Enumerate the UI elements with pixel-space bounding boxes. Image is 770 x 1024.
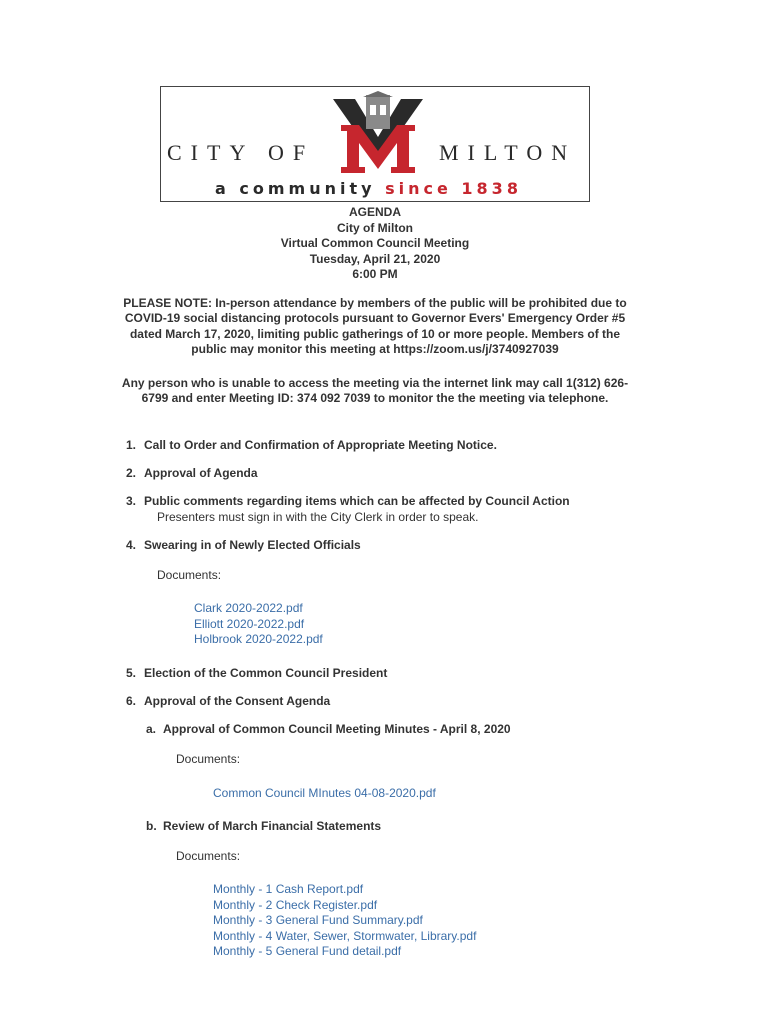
- agenda-item-3: [126, 494, 570, 508]
- document-link[interactable]: Elliott 2020-2022.pdf: [194, 617, 305, 631]
- documents-label: Documents:: [176, 849, 241, 863]
- agenda-item-2: [126, 466, 258, 480]
- document-link[interactable]: Monthly - 4 Water, Sewer, Stormwater, Library.pdf: [213, 929, 477, 943]
- agenda-subitem-6a: [146, 722, 511, 736]
- covid-notice-line: public may monitor this meeting at https://zoom.us/j/3740927039: [191, 342, 559, 357]
- document-link[interactable]: Clark 2020-2022.pdf: [194, 601, 303, 615]
- logo-milton-text: MILTON: [439, 140, 577, 165]
- logo-tagline-since: since 1838: [385, 179, 522, 198]
- phone-access-notice: [100, 376, 650, 407]
- document-link[interactable]: Monthly - 5 General Fund detail.pdf: [213, 944, 402, 958]
- agenda-header: [0, 205, 750, 283]
- milton-m-emblem-icon: [333, 91, 423, 175]
- document-link[interactable]: Monthly - 1 Cash Report.pdf: [213, 882, 364, 896]
- item-number: 5.: [126, 666, 137, 680]
- item-title: Public comments regarding items which can be affected by Council Action: [144, 494, 570, 508]
- agenda-time: 6:00 PM: [352, 267, 398, 281]
- documents-label: Documents:: [176, 752, 241, 766]
- item-number: 1.: [126, 438, 137, 452]
- item-number: 6.: [126, 694, 137, 708]
- city-of-milton-logo: [160, 86, 590, 202]
- item-title: Approval of Agenda: [144, 466, 258, 480]
- item-title: Election of the Common Council President: [144, 666, 388, 680]
- agenda-subitem-6b: [146, 819, 381, 833]
- covid-notice-line: PLEASE NOTE: In-person attendance by members of the public will be prohibited due to: [123, 296, 627, 310]
- agenda-item-5: [126, 666, 387, 680]
- phone-notice-line: 6799 and enter Meeting ID: 374 092 7039 to monitor the the meeting via telephone.: [141, 391, 609, 406]
- document-link[interactable]: Monthly - 3 General Fund Summary.pdf: [213, 913, 423, 927]
- agenda-date: Tuesday, April 21, 2020: [309, 251, 441, 266]
- document-link[interactable]: Common Council MInutes 04-08-2020.pdf: [213, 786, 436, 800]
- agenda-city: City of Milton: [337, 220, 413, 235]
- agenda-item-4: [126, 538, 361, 552]
- agenda-meeting-type: Virtual Common Council Meeting: [280, 236, 470, 250]
- logo-tagline: [215, 179, 522, 198]
- item-title: Call to Order and Confirmation of Appropriate Meeting Notice.: [144, 438, 497, 452]
- agenda-item-6: [126, 694, 330, 708]
- subitem-title: Approval of Common Council Meeting Minutes - April 8, 2020: [163, 722, 511, 736]
- document-link[interactable]: Monthly - 2 Check Register.pdf: [213, 898, 378, 912]
- agenda-title: AGENDA: [348, 205, 401, 219]
- item-3-note: Presenters must sign in with the City Clerk in order to speak.: [157, 510, 479, 524]
- covid-notice-line: COVID-19 social distancing protocols pursuant to Governor Evers' Emergency Order #5: [124, 311, 626, 326]
- documents-label: Documents:: [157, 568, 222, 582]
- agenda-item-1: [126, 438, 497, 452]
- covid-notice-line: dated March 17, 2020, limiting public gatherings of 10 or more people. Members of the: [129, 326, 621, 341]
- subitem-letter: b.: [146, 819, 157, 833]
- item-title: Approval of the Consent Agenda: [144, 694, 331, 708]
- subitem-letter: a.: [146, 722, 157, 736]
- item-number: 2.: [126, 466, 137, 480]
- covid-notice: [100, 296, 650, 358]
- item-number: 4.: [126, 538, 137, 552]
- phone-notice-line: Any person who is unable to access the meeting via the internet link may call 1(312) 626-: [121, 376, 629, 390]
- item-number: 3.: [126, 494, 137, 508]
- logo-tagline-prefix: a community: [215, 179, 376, 198]
- logo-city-text: CITY OF: [167, 140, 315, 165]
- item-title: Swearing in of Newly Elected Officials: [144, 538, 361, 552]
- subitem-title: Review of March Financial Statements: [163, 819, 382, 833]
- document-link[interactable]: Holbrook 2020-2022.pdf: [194, 632, 323, 646]
